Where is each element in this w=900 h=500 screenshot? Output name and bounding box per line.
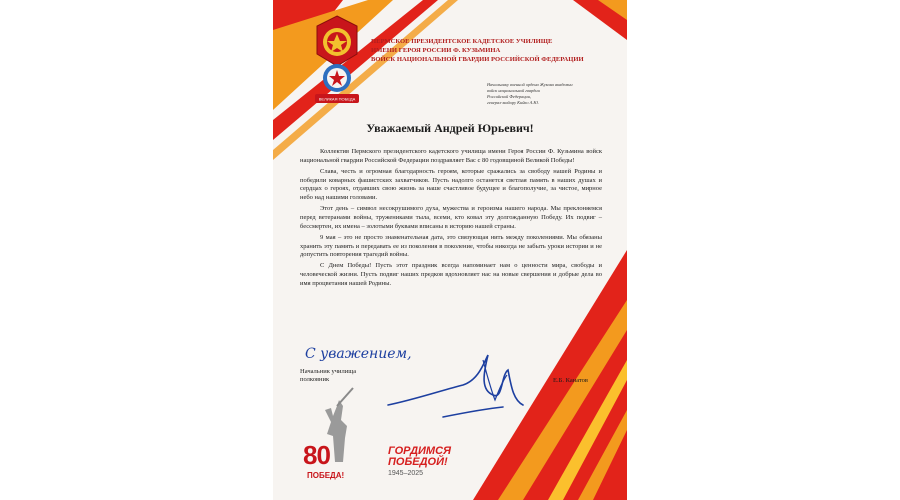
body-paragraph: С Днем Победы! Пусть этот праздник всегда напоминает нам о ценности мира, свободы и человеческой жизни. Пусть подвиг наших предков вдохновляет нас на новые свершения и добрые дела во имя процветания нашей Родины. xyxy=(300,262,602,287)
slogan-years: 1945–2025 xyxy=(388,470,424,477)
signer-title-line: полковник xyxy=(300,376,330,384)
signer-title xyxy=(300,368,356,385)
addressee-block xyxy=(487,82,617,106)
slogan-line: ПОБЕДОЙ! xyxy=(388,456,448,468)
handwritten-closing-text: С уважением, xyxy=(305,346,412,362)
emblem-ribbon-text: ВЕЛИКАЯ ПОБЕДА xyxy=(318,96,356,102)
salutation: Уважаемый Андрей Юрьевич! xyxy=(366,121,534,135)
addressee-line: Российской Федерации, xyxy=(487,94,531,99)
body-paragraph: Коллектив Пермского президентского кадетского училища имени Героя России Ф. Кузьмина войск национальной гвардии Российской Федерации поздравляет Вас с 80 годовщиной Великой Победы! xyxy=(300,148,602,164)
school-emblem xyxy=(313,14,361,106)
letterhead-line: ПЕРМСКОЕ ПРЕЗИДЕНТСКОЕ КАДЕТСКОЕ УЧИЛИЩЕ xyxy=(371,38,553,45)
body-paragraph: Слава, честь и огромная благодарность героям, которые сражались за свободу нашей Родины и победили коварных фашистских захватчиков. Пусть надолго останется светлая память в наших душах и сердцах о героях, отдавших свою жизнь за наше счастливое будущее и благополучие, за чистое, мирное небо над нашими головами. xyxy=(300,167,602,202)
body-paragraph: 9 мая – это не просто знаменательная дата, это связующая нить между поколениями. Мы обязаны хранить эту память и передавать ее из поколения в поколение, чтобы никогда не забыть уроки истории и не допустить повторения трагедий войны. xyxy=(300,233,602,259)
letter-page xyxy=(273,0,627,500)
signer-title-line: Начальник училища xyxy=(300,368,357,375)
letter-body xyxy=(300,148,602,291)
letterhead xyxy=(371,38,621,64)
logo-word: ПОБЕДА! xyxy=(307,471,345,480)
addressee-line: генерал-майору Кийко А.Ю. xyxy=(487,100,540,105)
addressee-line: войск национальной гвардии xyxy=(487,88,540,93)
letterhead-line: ИМЕНИ ГЕРОЯ РОССИИ Ф. КУЗЬМИНА xyxy=(371,46,501,54)
letterhead-line: ВОЙСК НАЦИОНАЛЬНОЙ ГВАРДИИ РОССИЙСКОЙ ФЕДЕРАЦИИ xyxy=(371,55,584,63)
signer-name: Е.Б. Канатов xyxy=(553,377,588,384)
slogan-block xyxy=(388,446,451,477)
signature-autograph xyxy=(383,345,533,430)
addressee-line: Начальнику военной ордена Жукова академии xyxy=(487,82,573,87)
victory-80-logo xyxy=(303,440,363,490)
body-paragraph: Этот день – символ несокрушимого духа, мужества и героизма нашего народа. Мы преклоняемся перед ветеранами войны, тружениками тыла, всеми, кто ковал эту долгожданную Победу. Их подвиг – бессмертен, их имена – золотыми буквами вписаны в историю нашей страны. xyxy=(300,205,602,230)
slogan-line: ГОРДИМСЯ xyxy=(388,445,452,457)
logo-number: 80 xyxy=(303,440,330,470)
